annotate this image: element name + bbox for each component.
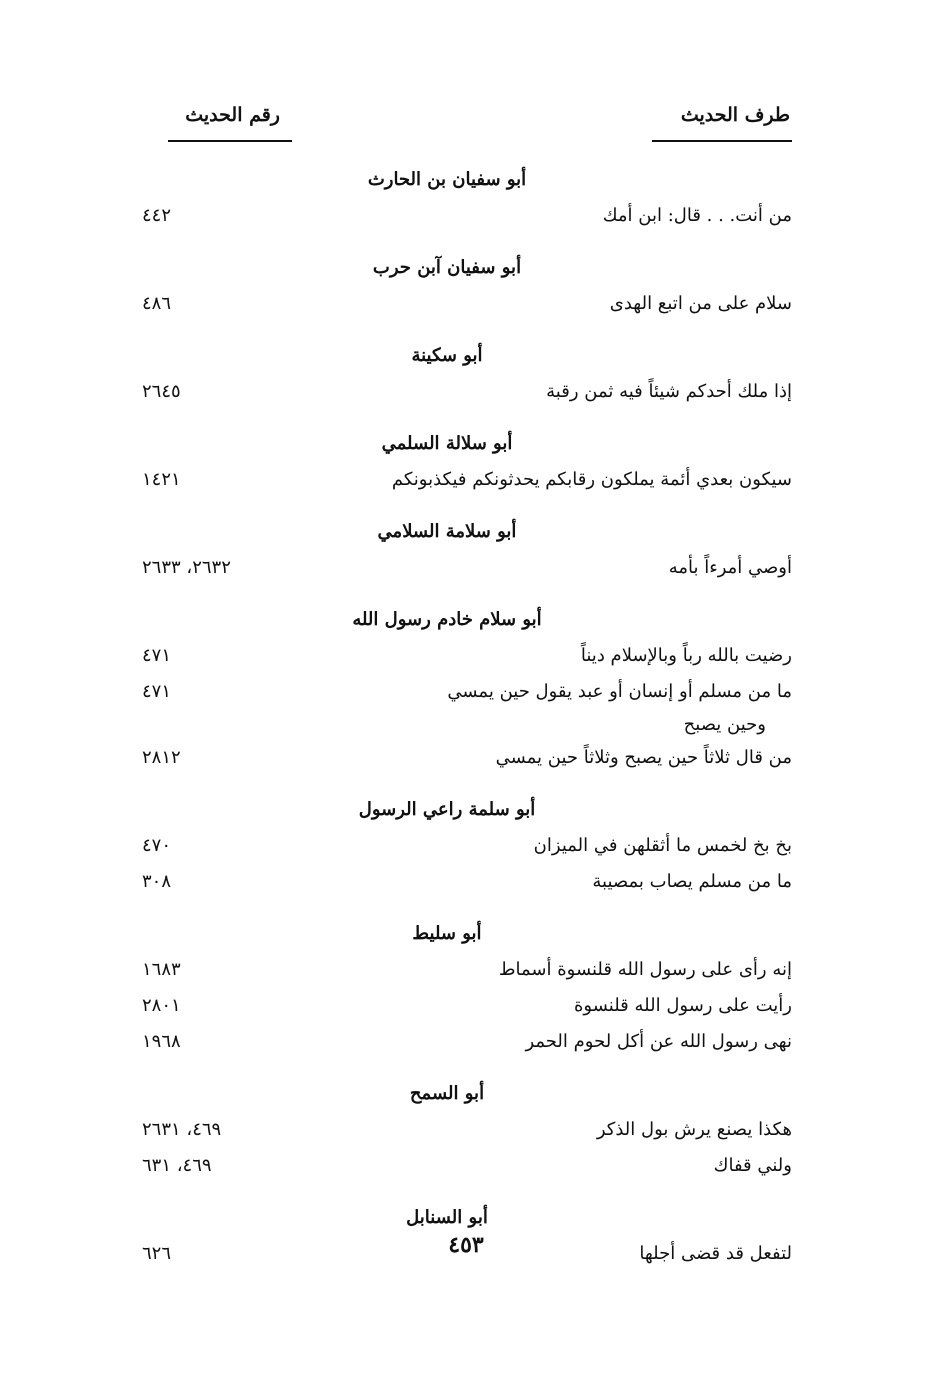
page-number: ٤٥٣ xyxy=(448,1232,484,1258)
hadith-entry-row xyxy=(142,1148,792,1184)
hadith-text: بخ بخ لخمس ما أثقلهن في الميزان xyxy=(533,835,792,856)
header-hadith-number-label: رقم الحديث xyxy=(185,104,280,126)
hadith-text: سيكون بعدي أئمة يملكون رقابكم يحدثونكم فيكذبونكم xyxy=(391,469,792,490)
narrator-heading: أبو سكينة xyxy=(411,345,483,366)
hadith-entry-row xyxy=(142,952,792,988)
hadith-text: ما من مسلم يصاب بمصيبة xyxy=(592,871,792,892)
narrator-heading: أبو سليط xyxy=(412,923,482,944)
hadith-number: ٢٨٠١ xyxy=(142,995,181,1016)
hadith-number: ٤٦٩، ٦٣١ xyxy=(142,1155,212,1176)
hadith-number: ٢٦٣٢، ٢٦٣٣ xyxy=(142,557,231,578)
hadith-entry-row xyxy=(142,674,792,710)
hadith-number: ٤٤٢ xyxy=(142,205,172,226)
narrator-heading: أبو سفيان بن الحارث xyxy=(367,169,527,190)
hadith-text: لتفعل قد قضى أجلها xyxy=(639,1243,792,1264)
hadith-number: ١٤٢١ xyxy=(142,469,181,490)
narrator-heading: أبو سلالة السلمي xyxy=(381,433,513,454)
hadith-number: ٤٦٩، ٢٦٣١ xyxy=(142,1119,222,1140)
hadith-text: ولني قفاك xyxy=(713,1155,792,1176)
hadith-text: سلام على من اتبع الهدى xyxy=(609,293,792,314)
hadith-text: نهى رسول الله عن أكل لحوم الحمر xyxy=(525,1031,792,1052)
hadith-text: رأيت على رسول الله قلنسوة xyxy=(574,995,792,1016)
header-underline-right xyxy=(652,140,792,142)
hadith-number: ٤٧٠ xyxy=(142,835,172,856)
hadith-number: ٦٢٦ xyxy=(142,1243,172,1264)
narrator-heading: أبو السنابل xyxy=(406,1207,488,1228)
hadith-text: إنه رأى على رسول الله قلنسوة أسماط xyxy=(498,959,792,980)
hadith-entry-row xyxy=(142,864,792,900)
header-hadith-text-label: طرف الحديث xyxy=(680,104,790,126)
hadith-text: من قال ثلاثاً حين يصبح وثلاثاً حين يمسي xyxy=(495,747,792,768)
hadith-index-list xyxy=(142,146,792,1272)
hadith-entry-row xyxy=(142,740,792,776)
hadith-entry-row xyxy=(142,828,792,864)
hadith-number: ١٩٦٨ xyxy=(142,1031,181,1052)
hadith-entry-row xyxy=(142,1112,792,1148)
narrator-heading: أبو سلامة السلامي xyxy=(377,521,517,542)
hadith-text: من أنت. . . قال: ابن أمك xyxy=(602,205,792,226)
hadith-text: رضيت بالله رباً وبالإسلام ديناً xyxy=(580,645,792,666)
header-underline-left xyxy=(168,140,292,142)
hadith-number: ٤٧١ xyxy=(142,681,172,702)
hadith-text-continuation: وحين يصبح xyxy=(683,714,766,735)
hadith-entry-row xyxy=(142,374,792,410)
hadith-text: إذا ملك أحدكم شيئاً فيه ثمن رقبة xyxy=(546,381,792,402)
hadith-entry-row xyxy=(142,638,792,674)
hadith-number: ٢٦٤٥ xyxy=(142,381,181,402)
hadith-number: ١٦٨٣ xyxy=(142,959,181,980)
hadith-number: ٣٠٨ xyxy=(142,871,172,892)
narrator-heading: أبو السمح xyxy=(409,1083,485,1104)
hadith-number: ٤٧١ xyxy=(142,645,172,666)
hadith-entry-row xyxy=(142,988,792,1024)
hadith-entry-row xyxy=(142,1024,792,1060)
narrator-heading: أبو سلمة راعي الرسول xyxy=(358,799,536,820)
hadith-entry-row xyxy=(142,550,792,586)
hadith-entry-row xyxy=(142,286,792,322)
hadith-number: ٤٨٦ xyxy=(142,293,172,314)
narrator-heading: أبو سفيان آبن حرب xyxy=(372,257,522,278)
hadith-entry-row xyxy=(142,198,792,234)
hadith-number: ٢٨١٢ xyxy=(142,747,181,768)
hadith-text: ما من مسلم أو إنسان أو عبد يقول حين يمسي xyxy=(447,681,792,702)
narrator-heading: أبو سلام خادم رسول الله xyxy=(352,609,542,630)
hadith-text: هكذا يصنع يرش بول الذكر xyxy=(596,1119,792,1140)
hadith-text: أوصي أمرءاً بأمه xyxy=(668,557,792,578)
hadith-entry-row xyxy=(142,462,792,498)
